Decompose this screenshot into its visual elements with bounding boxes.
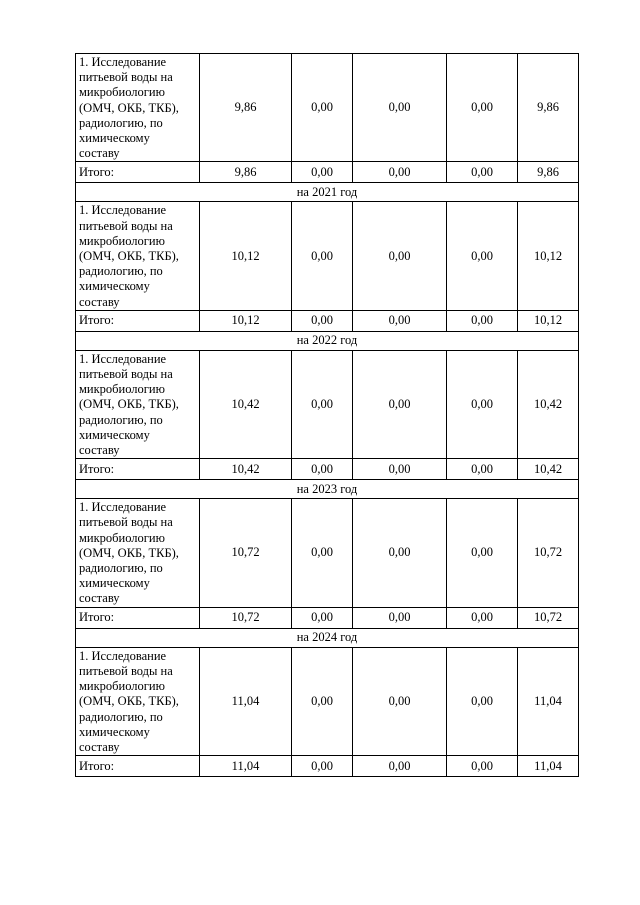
- item-value: 0,00: [447, 499, 518, 607]
- item-value: 11,04: [200, 647, 292, 755]
- total-row: [76, 162, 579, 183]
- table-row: [76, 499, 579, 607]
- total-value: 10,12: [200, 310, 292, 331]
- item-value: 10,42: [518, 350, 579, 458]
- total-value: 10,72: [200, 607, 292, 628]
- total-value: 10,42: [200, 459, 292, 480]
- year-heading-row: [76, 628, 579, 647]
- total-value: 0,00: [292, 756, 353, 777]
- total-value: 0,00: [292, 310, 353, 331]
- total-value: 9,86: [200, 162, 292, 183]
- total-value: 11,04: [200, 756, 292, 777]
- total-value: 10,72: [518, 607, 579, 628]
- item-value: 0,00: [447, 202, 518, 310]
- total-row: [76, 756, 579, 777]
- item-label: 1. Исследование питьевой воды на микробиологию (ОМЧ, ОКБ, ТКБ), радиологию, по химическому составу: [76, 54, 200, 162]
- item-value: 0,00: [447, 350, 518, 458]
- item-value: 0,00: [353, 350, 447, 458]
- cost-table: [75, 53, 579, 777]
- item-value: 10,42: [200, 350, 292, 458]
- item-value: 0,00: [353, 647, 447, 755]
- total-value: 0,00: [447, 607, 518, 628]
- total-label: Итого:: [76, 756, 200, 777]
- item-value: 0,00: [292, 647, 353, 755]
- item-label: 1. Исследование питьевой воды на микробиологию (ОМЧ, ОКБ, ТКБ), радиологию, по химическому составу: [76, 202, 200, 310]
- total-value: 0,00: [447, 310, 518, 331]
- total-value: 11,04: [518, 756, 579, 777]
- year-heading: на 2021 год: [76, 183, 579, 202]
- total-value: 0,00: [353, 756, 447, 777]
- total-value: 0,00: [353, 162, 447, 183]
- item-label: 1. Исследование питьевой воды на микробиологию (ОМЧ, ОКБ, ТКБ), радиологию, по химическому составу: [76, 647, 200, 755]
- item-value: 0,00: [353, 202, 447, 310]
- total-value: 0,00: [447, 459, 518, 480]
- year-heading-row: [76, 183, 579, 202]
- year-heading-row: [76, 331, 579, 350]
- total-row: [76, 459, 579, 480]
- item-value: 0,00: [353, 499, 447, 607]
- total-label: Итого:: [76, 607, 200, 628]
- total-row: [76, 310, 579, 331]
- total-value: 0,00: [353, 459, 447, 480]
- total-label: Итого:: [76, 459, 200, 480]
- item-value: 0,00: [447, 54, 518, 162]
- total-value: 0,00: [353, 310, 447, 331]
- year-heading: на 2022 год: [76, 331, 579, 350]
- item-value: 0,00: [447, 647, 518, 755]
- table-row: [76, 54, 579, 162]
- table-row: [76, 202, 579, 310]
- item-value: 9,86: [200, 54, 292, 162]
- total-row: [76, 607, 579, 628]
- item-label: 1. Исследование питьевой воды на микробиологию (ОМЧ, ОКБ, ТКБ), радиологию, по химическому составу: [76, 350, 200, 458]
- item-value: 10,12: [518, 202, 579, 310]
- year-heading: на 2024 год: [76, 628, 579, 647]
- item-value: 10,72: [518, 499, 579, 607]
- total-value: 0,00: [447, 162, 518, 183]
- item-value: 9,86: [518, 54, 579, 162]
- item-value: 0,00: [292, 54, 353, 162]
- table-row: [76, 350, 579, 458]
- table-row: [76, 647, 579, 755]
- year-heading: на 2023 год: [76, 480, 579, 499]
- item-value: 11,04: [518, 647, 579, 755]
- total-value: 9,86: [518, 162, 579, 183]
- item-value: 10,72: [200, 499, 292, 607]
- total-value: 10,42: [518, 459, 579, 480]
- total-value: 0,00: [447, 756, 518, 777]
- total-value: 0,00: [353, 607, 447, 628]
- total-label: Итого:: [76, 162, 200, 183]
- total-value: 0,00: [292, 162, 353, 183]
- item-value: 0,00: [292, 499, 353, 607]
- total-value: 0,00: [292, 459, 353, 480]
- total-value: 10,12: [518, 310, 579, 331]
- item-label: 1. Исследование питьевой воды на микробиологию (ОМЧ, ОКБ, ТКБ), радиологию, по химическому составу: [76, 499, 200, 607]
- total-value: 0,00: [292, 607, 353, 628]
- item-value: 10,12: [200, 202, 292, 310]
- item-value: 0,00: [292, 350, 353, 458]
- item-value: 0,00: [353, 54, 447, 162]
- year-heading-row: [76, 480, 579, 499]
- item-value: 0,00: [292, 202, 353, 310]
- total-label: Итого:: [76, 310, 200, 331]
